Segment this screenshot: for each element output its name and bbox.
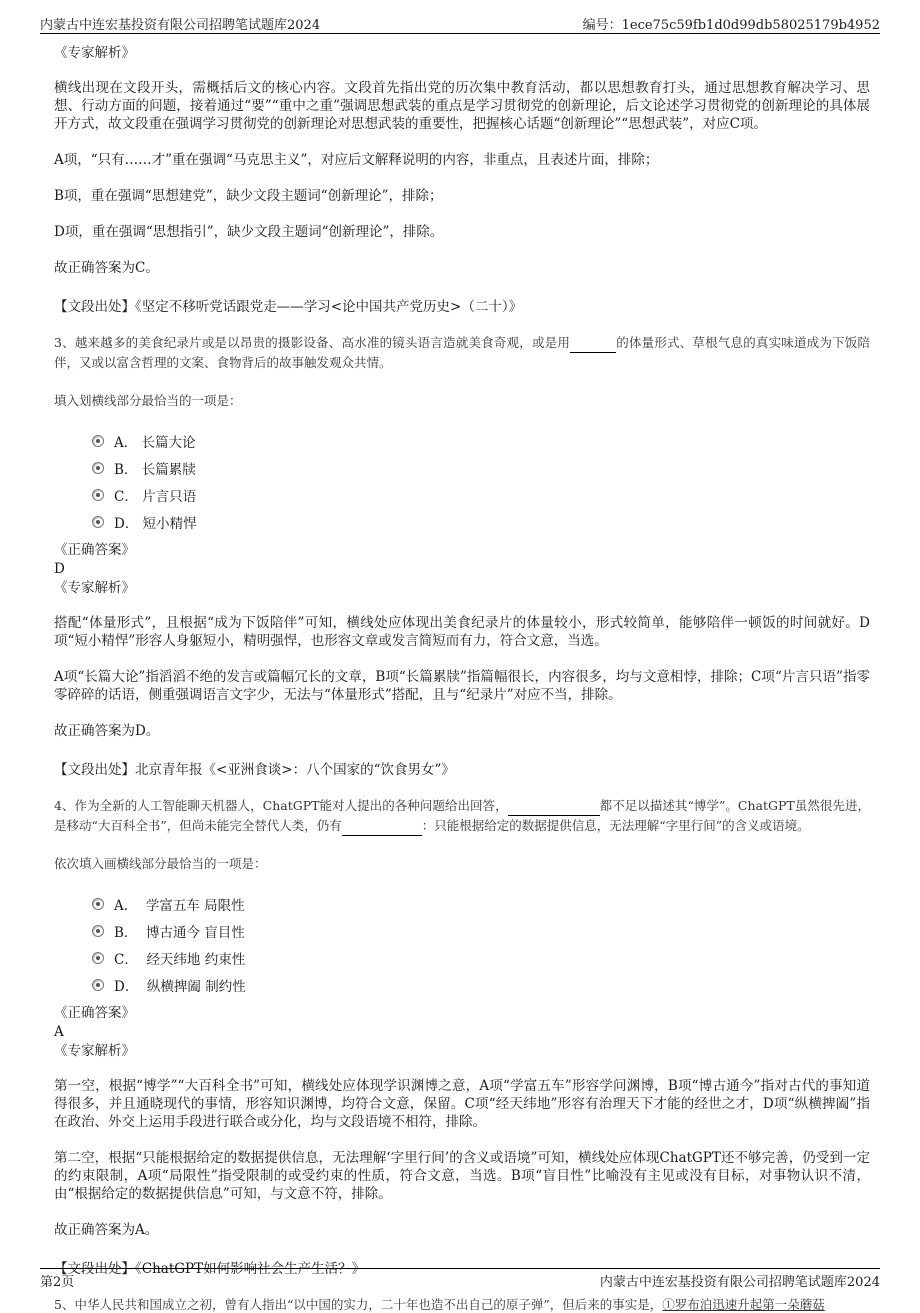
q4-prompt: 依次填入画横线部分最恰当的一项是： <box>54 856 267 871</box>
q3-analysis-1: 搭配“体量形式”，且根据“成为下饭陪伴”可知，横线处应体现出美食纪录片的体量较小，形式较简单，能够陪伴一顿饭的时间就好。D项“短小精悍”形容人身躯短小，精明强悍，也形容文章或发言简短而有力，符合文意，当选。 <box>54 615 870 649</box>
q4-stem <box>54 796 870 836</box>
radio-icon[interactable] <box>92 462 104 474</box>
radio-icon[interactable] <box>92 898 104 910</box>
q2-analysis: 横线出现在文段开头，需概括后文的核心内容。文段首先指出党的历次集中教育活动，都以思想教育打头，通过思想教育解决学习、思想、行动方面的问题，接着通过“要”“重中之重”强调思想武装的重点是学习贯彻党的创新理论，后文论述学习贯彻党的创新理论的具体展开方式，故文段重在强调学习贯彻党的创新理论对思想武装的重要性，把握核心话题“创新理论”“思想武装”，对应C项。 <box>54 80 870 132</box>
q5-stem <box>54 1295 870 1313</box>
q2-option-a-analysis: A项，“只有……才”重在强调“马克思主义”，对应后文解释说明的内容，非重点，且表述片面，排除； <box>54 152 659 168</box>
q4-source: 【文段出处】《ChatGPT如何影响社会生产生活？》 <box>54 1261 366 1277</box>
radio-icon[interactable] <box>92 489 104 501</box>
q4-stem-part-1: 4、作为全新的人工智能聊天机器人，ChatGPT能对人提出的各种问题给出回答， <box>54 798 508 813</box>
q3-blank <box>570 339 616 353</box>
q2-source: 【文段出处】《坚定不移听党话跟党走——学习<论中国共产党历史>（二十）》 <box>54 299 523 315</box>
page-content <box>54 44 870 1313</box>
q3-stem-part-1: 3、越来越多的美食纪录片或是以昂贵的摄影设备、高水准的镜头语言造就美食奇观，或是用 <box>54 335 571 350</box>
q3-analysis-tag: 《专家解析》 <box>54 580 135 596</box>
q3-stem <box>54 333 870 373</box>
q4-option-d[interactable] <box>92 971 870 998</box>
q3-source: 【文段出处】北京青年报《<亚洲食谈>：八个国家的“饮食男女”》 <box>54 762 455 778</box>
option-label: D． <box>114 978 139 995</box>
option-text: 纵横捭阖 制约性 <box>146 978 246 995</box>
q4-answer-tag: 《正确答案》 <box>54 1005 135 1021</box>
option-label: A． <box>114 434 138 451</box>
q3-stem-part-2: 的体量形式、草根气息的真实味道成为下饭陪伴，又或以富含哲理的文案、食物背后的故事触发观众共情。 <box>54 335 870 370</box>
radio-icon[interactable] <box>92 435 104 447</box>
q3-option-b[interactable] <box>92 454 870 481</box>
q4-analysis-1: 第一空，根据“博学”“大百科全书”可知，横线处应体现学识渊博之意，A项“学富五车”形容学问渊博，B项“博古通今”指对古代的事知道得很多，并且通晓现代的事情，形容知识渊博，均符合文意，保留。C项“经天纬地”形容有治理天下才能的经世之才，D项“纵横捭阖”指在政治、外交上运用手段进行联合或分化，均与文段语境不相符，排除。 <box>54 1078 870 1130</box>
q4-conclusion: 故正确答案为A。 <box>54 1222 159 1238</box>
header-serial-number: 编号：1ece75c59fb1d0d99db58025179b4952 <box>582 18 880 33</box>
option-text: 片言只语 <box>142 488 197 505</box>
q4-answer: A <box>54 1024 64 1040</box>
q5-stem-text: 5、中华人民共和国成立之初，曾有人指出“以中国的实力，二十年也造不出自己的原子弹”，但后来的事实是， <box>54 1297 663 1312</box>
page-header <box>40 12 880 34</box>
option-text: 长篇累牍 <box>141 461 196 478</box>
option-label: D． <box>114 515 139 532</box>
q3-prompt: 填入划横线部分最恰当的一项是： <box>54 393 242 408</box>
q4-option-b[interactable] <box>92 917 870 944</box>
q4-analysis-tag: 《专家解析》 <box>54 1043 135 1059</box>
q4-stem-part-3: ：只能根据给定的数据提供信息，无法理解“字里行间”的含义或语境。 <box>421 818 810 833</box>
q5-underlined-text: ①罗布泊迅速升起第一朵蘑菇 <box>662 1297 825 1312</box>
q4-option-c[interactable] <box>92 944 870 971</box>
q2-analysis-tag: 《专家解析》 <box>54 45 135 61</box>
q4-option-a[interactable] <box>92 890 870 917</box>
radio-icon[interactable] <box>92 979 104 991</box>
page-footer <box>40 1268 880 1290</box>
option-label: C． <box>114 488 138 505</box>
q3-answer: D <box>54 561 65 577</box>
q2-option-d-analysis: D项，重在强调“思想指引”，缺少文段主题词“创新理论”，排除。 <box>54 224 444 240</box>
option-text: 短小精悍 <box>142 515 197 532</box>
q3-option-a[interactable] <box>92 427 870 454</box>
q3-conclusion: 故正确答案为D。 <box>54 723 160 739</box>
option-label: B． <box>114 924 138 941</box>
q3-analysis-2: A项“长篇大论”指滔滔不绝的发言或篇幅冗长的文章，B项“长篇累牍”指篇幅很长，内容很多，均与文意相悖，排除；C项“片言只语”指零零碎碎的话语，侧重强调语言文字少，无法与“体量形式”搭配，且与“纪录片”对应不当，排除。 <box>54 669 870 703</box>
q3-options <box>92 427 870 535</box>
footer-title: 内蒙古中连宏基投资有限公司招聘笔试题库2024 <box>599 1275 880 1290</box>
option-label: B． <box>114 461 138 478</box>
q4-blank-2 <box>342 822 422 836</box>
option-text: 学富五车 局限性 <box>145 897 245 914</box>
option-text: 长篇大论 <box>141 434 196 451</box>
q4-blank-1 <box>508 802 600 816</box>
header-title: 内蒙古中连宏基投资有限公司招聘笔试题库2024 <box>40 18 321 33</box>
option-label: A． <box>114 897 138 914</box>
q2-conclusion: 故正确答案为C。 <box>54 260 159 276</box>
option-text: 经天纬地 约束性 <box>146 951 246 968</box>
q2-option-b-analysis: B项，重在强调“思想建党”，缺少文段主题词“创新理论”，排除； <box>54 188 443 204</box>
q3-option-d[interactable] <box>92 508 870 535</box>
option-text: 博古通今 盲目性 <box>146 924 245 941</box>
radio-icon[interactable] <box>92 925 104 937</box>
q3-option-c[interactable] <box>92 481 870 508</box>
page-number: 第2页 <box>40 1275 75 1290</box>
q4-options <box>92 890 870 998</box>
radio-icon[interactable] <box>92 952 104 964</box>
option-label: C． <box>114 951 138 968</box>
q4-stem-part-2: 都不足以描述其“博学”。ChatGPT虽然很先进，是移动“大百科全书”，但尚未能完全替代人类，仍有 <box>54 798 871 833</box>
q4-analysis-2: 第二空，根据“只能根据给定的数据提供信息，无法理解‘字里行间’的含义或语境”可知，横线处应体现ChatGPT还不够完善，仍受到一定的约束限制，A项“局限性”指受限制的或受约束的性质，符合文意，当选。B项“盲目性”比喻没有主见或没有目标，对事物认识不清，由“根据给定的数据提供信息”可知，与文意不符，排除。 <box>54 1150 870 1202</box>
radio-icon[interactable] <box>92 516 104 528</box>
q3-answer-tag: 《正确答案》 <box>54 542 135 558</box>
